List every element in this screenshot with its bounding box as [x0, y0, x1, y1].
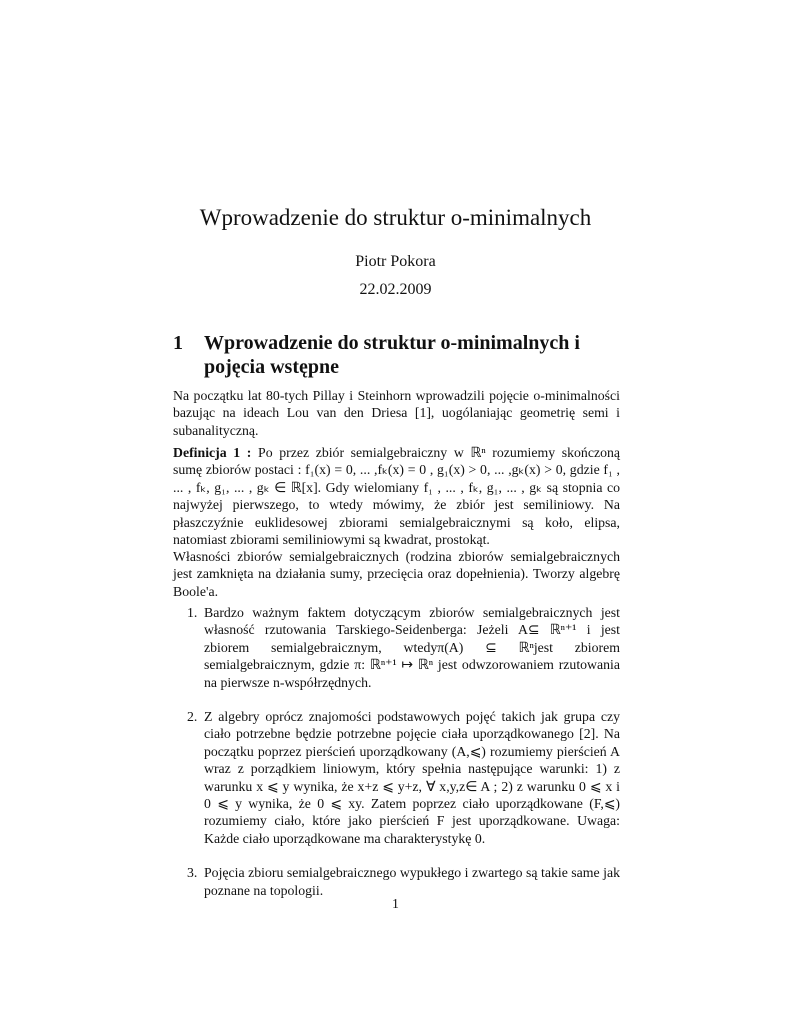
- properties-paragraph: Własności zbiorów semialgebraicznych (rodzina zbiorów semialgebraicznych jest zamknięta na działania sumy, przecięcia oraz dopełnienia). Tworzy algebrę Boole'a.: [173, 549, 620, 599]
- list-item-marker: 3.: [187, 865, 198, 881]
- publication-date: 22.02.2009: [359, 281, 432, 298]
- list-item-text: Bardzo ważnym faktem dotyczącym zbiorów semialgebraicznych jest własność rzutowania Tarskiego-Seidenberga: Jeżeli A⊆ ℝⁿ⁺¹ i jest zbiorem semialgebraicznym, wtedyπ(A) ⊆ ℝⁿjest zbiorem semialgebraicznym, gdzie π: ℝⁿ⁺¹ ↦ ℝⁿ jest odwzorowaniem rzutowania na pierwsze n-współrzędnych.: [204, 605, 620, 690]
- paper-title: Wprowadzenie do struktur o-minimalnych: [199, 205, 592, 230]
- list-item-marker: 2.: [187, 709, 198, 725]
- list-item-text: Z algebry oprócz znajomości podstawowych pojęć takich jak grupa czy ciało potrzebne będzie potrzebne pojęcie ciała uporządkowanego [2]. Na początku poprzez pierścień uporządkowany (A,⩽) rozumiemy pierścień A wraz z porządkiem liniowym, który spełnia następujące warunki: 1) z warunku x ⩽ y wynika, że x+z ⩽ y+z, ∀ x,y,z∈ A ; 2) z warunku 0 ⩽ x i 0 ⩽ y wynika, że 0 ⩽ xy. Zatem poprzez ciało uporządkowane (F,⩽) rozumiemy ciało, które jako pierścień F jest uporządkowane. Uwaga: Każde ciało uporządkowane ma charakterystykę 0.: [204, 709, 620, 846]
- list-item-text: Pojęcia zbioru semialgebraicznego wypukłego i zwartego są takie same jak poznane na topologii.: [204, 865, 620, 898]
- list-item-marker: 1.: [187, 605, 198, 620]
- author-name: Piotr Pokora: [355, 253, 436, 270]
- list-item: [173, 864, 620, 899]
- list-item: [173, 708, 620, 847]
- page-number: 1: [392, 896, 399, 911]
- section-number: 1: [173, 332, 183, 354]
- definition-block: [173, 444, 620, 548]
- definition-text: Po przez zbiór semialgebraiczny w ℝⁿ rozumiemy skończoną sumę zbiorów postaci : f₁(x) = 0, ... ,fₖ(x) = 0 , g₁(x) > 0, ... ,gₖ(x) > 0, gdzie f₁ , ... , fₖ, g₁, ... , gₖ ∈ ℝ[x]. Gdy wielomiany f₁ , ... , fₖ, g₁, ... , gₖ są stopnia co najwyżej pierwszego, to wtedy mówimy, że zbiór jest semiliniowy. Na płaszczyźnie euklidesowej zbiorami semialgebraicznymi są koło, elipsa, natomiast zbiorami semiliniowymi są kwadrat, prostokąt.: [173, 445, 621, 548]
- intro-paragraph: Na początku lat 80-tych Pillay i Steinhorn wprowadzili pojęcie o-minimalności bazując na ideach Lou van den Driesa [1], uogólaniając geometrię semi i subanalityczną.: [173, 388, 620, 438]
- definition-label: Definicja 1 :: [173, 445, 252, 460]
- numbered-list: [173, 604, 620, 916]
- section-title: Wprowadzenie do struktur o-minimalnych i pojęcia wstępne: [204, 332, 580, 378]
- list-item: [173, 604, 620, 691]
- section-heading: [173, 331, 623, 379]
